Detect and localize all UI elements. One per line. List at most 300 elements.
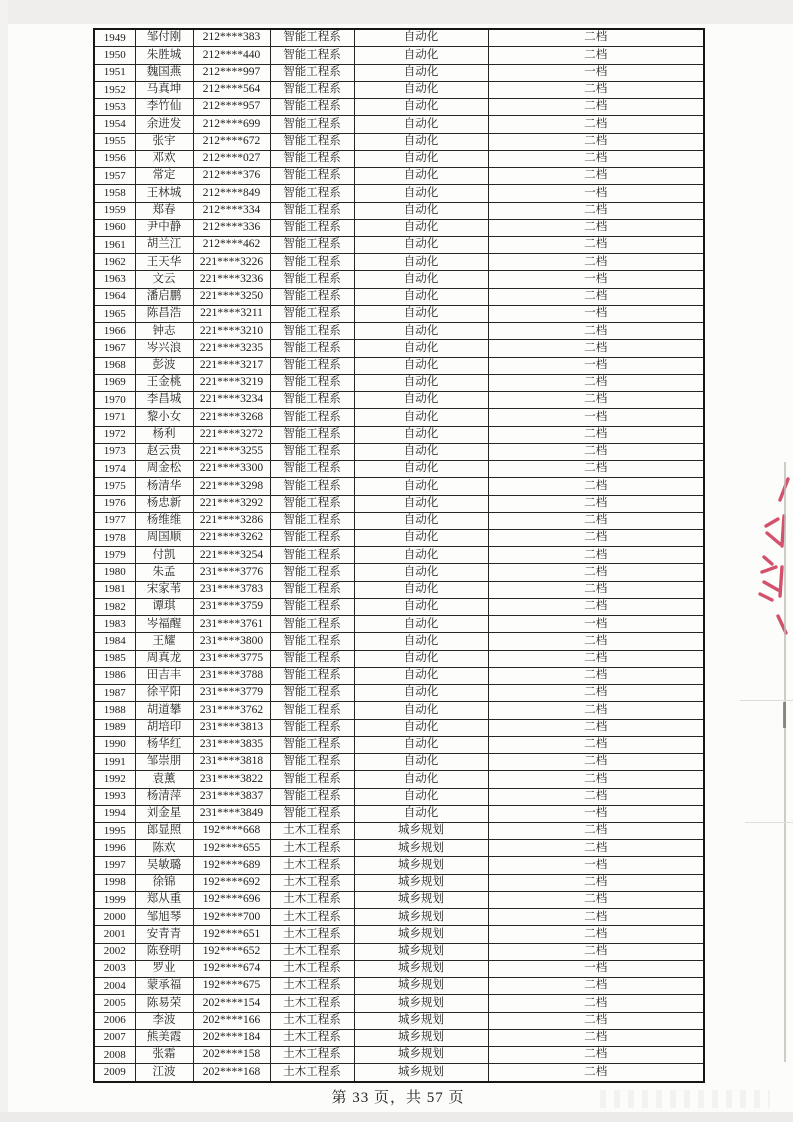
cell-tier: 二档 bbox=[488, 29, 704, 47]
cell-major: 自动化 bbox=[354, 116, 488, 133]
scan-artifact-line bbox=[740, 700, 793, 701]
cell-seq: 1968 bbox=[94, 357, 135, 374]
cell-major: 自动化 bbox=[354, 340, 488, 357]
table-row bbox=[94, 719, 704, 736]
cell-department: 智能工程系 bbox=[270, 168, 354, 185]
table-row bbox=[94, 374, 704, 391]
roster-table bbox=[93, 28, 705, 1083]
cell-major: 自动化 bbox=[354, 547, 488, 564]
cell-major: 自动化 bbox=[354, 357, 488, 374]
cell-student-id: 192****655 bbox=[193, 840, 270, 857]
table-row bbox=[94, 598, 704, 615]
table-row bbox=[94, 960, 704, 977]
cell-tier: 二档 bbox=[488, 547, 704, 564]
cell-student-id: 231****3761 bbox=[193, 616, 270, 633]
cell-department: 智能工程系 bbox=[270, 771, 354, 788]
cell-major: 自动化 bbox=[354, 443, 488, 460]
table-row bbox=[94, 874, 704, 891]
cell-seq: 1990 bbox=[94, 736, 135, 753]
cell-student-id: 192****651 bbox=[193, 926, 270, 943]
cell-student-id: 221****3210 bbox=[193, 323, 270, 340]
cell-department: 土木工程系 bbox=[270, 1029, 354, 1046]
cell-major: 城乡规划 bbox=[354, 909, 488, 926]
roster-table-body bbox=[94, 29, 704, 1082]
cell-seq: 1960 bbox=[94, 219, 135, 236]
cell-seq: 1957 bbox=[94, 168, 135, 185]
cell-department: 智能工程系 bbox=[270, 116, 354, 133]
cell-name: 潘启鹏 bbox=[135, 288, 193, 305]
cell-tier: 二档 bbox=[488, 771, 704, 788]
cell-name: 李昌城 bbox=[135, 392, 193, 409]
cell-major: 自动化 bbox=[354, 392, 488, 409]
cell-student-id: 221****3250 bbox=[193, 288, 270, 305]
cell-tier: 二档 bbox=[488, 47, 704, 64]
cell-major: 城乡规划 bbox=[354, 1047, 488, 1064]
cell-seq: 1983 bbox=[94, 616, 135, 633]
cell-seq: 1955 bbox=[94, 133, 135, 150]
cell-student-id: 231****3776 bbox=[193, 564, 270, 581]
cell-tier: 二档 bbox=[488, 926, 704, 943]
cell-seq: 1979 bbox=[94, 547, 135, 564]
cell-name: 邓欢 bbox=[135, 150, 193, 167]
cell-department: 智能工程系 bbox=[270, 788, 354, 805]
cell-major: 城乡规划 bbox=[354, 874, 488, 891]
cell-student-id: 202****166 bbox=[193, 1012, 270, 1029]
cell-department: 智能工程系 bbox=[270, 426, 354, 443]
table-row bbox=[94, 1012, 704, 1029]
scan-edge-top bbox=[0, 0, 793, 24]
cell-student-id: 231****3783 bbox=[193, 581, 270, 598]
cell-department: 智能工程系 bbox=[270, 564, 354, 581]
cell-student-id: 212****957 bbox=[193, 99, 270, 116]
cell-major: 自动化 bbox=[354, 805, 488, 822]
table-row bbox=[94, 995, 704, 1012]
cell-name: 杨清萍 bbox=[135, 788, 193, 805]
cell-tier: 二档 bbox=[488, 667, 704, 684]
cell-seq: 1986 bbox=[94, 667, 135, 684]
cell-department: 智能工程系 bbox=[270, 340, 354, 357]
cell-seq: 2007 bbox=[94, 1029, 135, 1046]
cell-seq: 2005 bbox=[94, 995, 135, 1012]
cell-name: 王耀 bbox=[135, 633, 193, 650]
cell-major: 自动化 bbox=[354, 512, 488, 529]
cell-tier: 一档 bbox=[488, 305, 704, 322]
cell-name: 邹旭琴 bbox=[135, 909, 193, 926]
cell-seq: 1949 bbox=[94, 29, 135, 47]
cell-department: 智能工程系 bbox=[270, 64, 354, 81]
cell-tier: 二档 bbox=[488, 254, 704, 271]
table-row bbox=[94, 461, 704, 478]
cell-seq: 1977 bbox=[94, 512, 135, 529]
cell-major: 城乡规划 bbox=[354, 1064, 488, 1082]
cell-student-id: 231****3775 bbox=[193, 650, 270, 667]
cell-department: 智能工程系 bbox=[270, 598, 354, 615]
table-row bbox=[94, 357, 704, 374]
cell-name: 岑福醒 bbox=[135, 616, 193, 633]
cell-name: 杨利 bbox=[135, 426, 193, 443]
cell-seq: 1994 bbox=[94, 805, 135, 822]
cell-tier: 二档 bbox=[488, 719, 704, 736]
table-row bbox=[94, 64, 704, 81]
cell-name: 郑春 bbox=[135, 202, 193, 219]
cell-name: 邹付刚 bbox=[135, 29, 193, 47]
cell-tier: 二档 bbox=[488, 495, 704, 512]
table-row bbox=[94, 564, 704, 581]
cell-name: 朱孟 bbox=[135, 564, 193, 581]
table-row bbox=[94, 909, 704, 926]
cell-major: 自动化 bbox=[354, 81, 488, 98]
cell-student-id: 231****3835 bbox=[193, 736, 270, 753]
cell-seq: 2003 bbox=[94, 960, 135, 977]
table-row bbox=[94, 754, 704, 771]
cell-tier: 二档 bbox=[488, 461, 704, 478]
table-row bbox=[94, 219, 704, 236]
cell-major: 自动化 bbox=[354, 219, 488, 236]
cell-student-id: 221****3292 bbox=[193, 495, 270, 512]
scan-artifact-line bbox=[745, 822, 793, 823]
cell-name: 陈欢 bbox=[135, 840, 193, 857]
cell-department: 智能工程系 bbox=[270, 547, 354, 564]
cell-student-id: 212****440 bbox=[193, 47, 270, 64]
table-row bbox=[94, 685, 704, 702]
table-row bbox=[94, 736, 704, 753]
red-stamp-fragment bbox=[757, 472, 793, 642]
cell-tier: 二档 bbox=[488, 874, 704, 891]
cell-name: 余进发 bbox=[135, 116, 193, 133]
cell-name: 江波 bbox=[135, 1064, 193, 1082]
cell-seq: 1953 bbox=[94, 99, 135, 116]
table-row bbox=[94, 788, 704, 805]
cell-name: 李波 bbox=[135, 1012, 193, 1029]
table-row bbox=[94, 168, 704, 185]
cell-department: 智能工程系 bbox=[270, 495, 354, 512]
cell-tier: 二档 bbox=[488, 374, 704, 391]
cell-department: 土木工程系 bbox=[270, 822, 354, 839]
scan-edge-line-dark bbox=[783, 702, 786, 728]
cell-student-id: 202****168 bbox=[193, 1064, 270, 1082]
cell-seq: 1966 bbox=[94, 323, 135, 340]
table-row bbox=[94, 805, 704, 822]
cell-department: 智能工程系 bbox=[270, 47, 354, 64]
cell-department: 智能工程系 bbox=[270, 392, 354, 409]
cell-department: 智能工程系 bbox=[270, 685, 354, 702]
cell-student-id: 221****3219 bbox=[193, 374, 270, 391]
table-row bbox=[94, 323, 704, 340]
cell-student-id: 221****3254 bbox=[193, 547, 270, 564]
scan-smudge bbox=[600, 1090, 770, 1108]
cell-major: 自动化 bbox=[354, 426, 488, 443]
cell-name: 朱胜城 bbox=[135, 47, 193, 64]
cell-department: 土木工程系 bbox=[270, 840, 354, 857]
cell-major: 自动化 bbox=[354, 564, 488, 581]
cell-student-id: 192****668 bbox=[193, 822, 270, 839]
cell-major: 自动化 bbox=[354, 29, 488, 47]
cell-student-id: 212****462 bbox=[193, 237, 270, 254]
table-row bbox=[94, 99, 704, 116]
cell-department: 智能工程系 bbox=[270, 650, 354, 667]
cell-student-id: 192****689 bbox=[193, 857, 270, 874]
page-footer: 第 33 页，共 57 页 bbox=[331, 1090, 465, 1106]
table-row bbox=[94, 340, 704, 357]
cell-major: 城乡规划 bbox=[354, 1012, 488, 1029]
cell-department: 智能工程系 bbox=[270, 99, 354, 116]
cell-major: 自动化 bbox=[354, 685, 488, 702]
cell-name: 尹中静 bbox=[135, 219, 193, 236]
cell-seq: 1962 bbox=[94, 254, 135, 271]
cell-major: 自动化 bbox=[354, 788, 488, 805]
cell-seq: 2002 bbox=[94, 943, 135, 960]
cell-major: 城乡规划 bbox=[354, 857, 488, 874]
cell-tier: 二档 bbox=[488, 529, 704, 546]
cell-name: 郑从重 bbox=[135, 891, 193, 908]
cell-tier: 一档 bbox=[488, 960, 704, 977]
table-row bbox=[94, 392, 704, 409]
cell-department: 智能工程系 bbox=[270, 478, 354, 495]
cell-seq: 1976 bbox=[94, 495, 135, 512]
cell-major: 自动化 bbox=[354, 667, 488, 684]
cell-name: 钟志 bbox=[135, 323, 193, 340]
cell-seq: 1964 bbox=[94, 288, 135, 305]
cell-seq: 1999 bbox=[94, 891, 135, 908]
cell-seq: 1965 bbox=[94, 305, 135, 322]
cell-student-id: 221****3234 bbox=[193, 392, 270, 409]
cell-name: 付凯 bbox=[135, 547, 193, 564]
cell-name: 周真龙 bbox=[135, 650, 193, 667]
cell-name: 胡道攀 bbox=[135, 702, 193, 719]
cell-tier: 二档 bbox=[488, 1029, 704, 1046]
cell-major: 自动化 bbox=[354, 495, 488, 512]
cell-seq: 1982 bbox=[94, 598, 135, 615]
cell-department: 智能工程系 bbox=[270, 305, 354, 322]
cell-tier: 二档 bbox=[488, 788, 704, 805]
cell-name: 陈易荣 bbox=[135, 995, 193, 1012]
cell-name: 王天华 bbox=[135, 254, 193, 271]
table-row bbox=[94, 254, 704, 271]
table-row bbox=[94, 1064, 704, 1082]
cell-major: 城乡规划 bbox=[354, 1029, 488, 1046]
cell-tier: 二档 bbox=[488, 478, 704, 495]
cell-seq: 1989 bbox=[94, 719, 135, 736]
cell-seq: 1951 bbox=[94, 64, 135, 81]
cell-name: 杨华红 bbox=[135, 736, 193, 753]
cell-major: 城乡规划 bbox=[354, 995, 488, 1012]
cell-student-id: 231****3818 bbox=[193, 754, 270, 771]
table-row bbox=[94, 237, 704, 254]
cell-seq: 2006 bbox=[94, 1012, 135, 1029]
cell-student-id: 202****154 bbox=[193, 995, 270, 1012]
cell-tier: 二档 bbox=[488, 581, 704, 598]
cell-major: 自动化 bbox=[354, 133, 488, 150]
table-row bbox=[94, 150, 704, 167]
cell-major: 自动化 bbox=[354, 185, 488, 202]
cell-major: 自动化 bbox=[354, 633, 488, 650]
cell-major: 自动化 bbox=[354, 64, 488, 81]
cell-tier: 二档 bbox=[488, 598, 704, 615]
cell-seq: 2001 bbox=[94, 926, 135, 943]
cell-major: 城乡规划 bbox=[354, 840, 488, 857]
cell-student-id: 231****3822 bbox=[193, 771, 270, 788]
cell-seq: 1958 bbox=[94, 185, 135, 202]
cell-student-id: 192****700 bbox=[193, 909, 270, 926]
cell-student-id: 231****3759 bbox=[193, 598, 270, 615]
cell-department: 智能工程系 bbox=[270, 702, 354, 719]
cell-student-id: 221****3236 bbox=[193, 271, 270, 288]
cell-name: 蒙承福 bbox=[135, 978, 193, 995]
table-row bbox=[94, 81, 704, 98]
cell-name: 刘金星 bbox=[135, 805, 193, 822]
table-row bbox=[94, 771, 704, 788]
table-row bbox=[94, 633, 704, 650]
cell-department: 土木工程系 bbox=[270, 909, 354, 926]
cell-seq: 1991 bbox=[94, 754, 135, 771]
cell-department: 智能工程系 bbox=[270, 409, 354, 426]
cell-tier: 一档 bbox=[488, 271, 704, 288]
cell-student-id: 221****3286 bbox=[193, 512, 270, 529]
cell-major: 自动化 bbox=[354, 771, 488, 788]
cell-department: 智能工程系 bbox=[270, 616, 354, 633]
cell-student-id: 212****849 bbox=[193, 185, 270, 202]
cell-seq: 1950 bbox=[94, 47, 135, 64]
cell-major: 自动化 bbox=[354, 202, 488, 219]
cell-seq: 1967 bbox=[94, 340, 135, 357]
scan-edge-bottom bbox=[0, 1112, 793, 1122]
table-row bbox=[94, 840, 704, 857]
cell-department: 土木工程系 bbox=[270, 926, 354, 943]
cell-student-id: 231****3788 bbox=[193, 667, 270, 684]
cell-student-id: 212****564 bbox=[193, 81, 270, 98]
cell-student-id: 212****334 bbox=[193, 202, 270, 219]
cell-tier: 二档 bbox=[488, 512, 704, 529]
cell-name: 袁薰 bbox=[135, 771, 193, 788]
table-row bbox=[94, 857, 704, 874]
cell-major: 自动化 bbox=[354, 478, 488, 495]
cell-name: 谭琪 bbox=[135, 598, 193, 615]
cell-student-id: 231****3837 bbox=[193, 788, 270, 805]
cell-name: 魏国燕 bbox=[135, 64, 193, 81]
cell-department: 土木工程系 bbox=[270, 960, 354, 977]
cell-tier: 二档 bbox=[488, 891, 704, 908]
table-row bbox=[94, 926, 704, 943]
cell-student-id: 202****158 bbox=[193, 1047, 270, 1064]
cell-tier: 二档 bbox=[488, 150, 704, 167]
cell-student-id: 192****696 bbox=[193, 891, 270, 908]
cell-name: 杨忠新 bbox=[135, 495, 193, 512]
cell-tier: 二档 bbox=[488, 426, 704, 443]
cell-name: 陈登明 bbox=[135, 943, 193, 960]
cell-seq: 1984 bbox=[94, 633, 135, 650]
cell-major: 自动化 bbox=[354, 99, 488, 116]
table-row bbox=[94, 891, 704, 908]
table-row bbox=[94, 495, 704, 512]
cell-student-id: 231****3813 bbox=[193, 719, 270, 736]
cell-department: 智能工程系 bbox=[270, 29, 354, 47]
cell-major: 自动化 bbox=[354, 650, 488, 667]
cell-seq: 1996 bbox=[94, 840, 135, 857]
cell-major: 自动化 bbox=[354, 736, 488, 753]
cell-department: 土木工程系 bbox=[270, 874, 354, 891]
cell-seq: 1974 bbox=[94, 461, 135, 478]
cell-name: 罗业 bbox=[135, 960, 193, 977]
cell-department: 智能工程系 bbox=[270, 667, 354, 684]
cell-department: 智能工程系 bbox=[270, 219, 354, 236]
cell-tier: 二档 bbox=[488, 340, 704, 357]
cell-tier: 二档 bbox=[488, 978, 704, 995]
cell-seq: 1985 bbox=[94, 650, 135, 667]
cell-department: 土木工程系 bbox=[270, 857, 354, 874]
cell-student-id: 192****652 bbox=[193, 943, 270, 960]
cell-name: 宋家苇 bbox=[135, 581, 193, 598]
cell-seq: 1992 bbox=[94, 771, 135, 788]
cell-seq: 1981 bbox=[94, 581, 135, 598]
cell-major: 城乡规划 bbox=[354, 943, 488, 960]
cell-name: 邹崇朋 bbox=[135, 754, 193, 771]
cell-seq: 1956 bbox=[94, 150, 135, 167]
cell-department: 智能工程系 bbox=[270, 736, 354, 753]
cell-tier: 二档 bbox=[488, 702, 704, 719]
cell-major: 自动化 bbox=[354, 461, 488, 478]
cell-major: 城乡规划 bbox=[354, 822, 488, 839]
cell-major: 城乡规划 bbox=[354, 891, 488, 908]
table-row bbox=[94, 1047, 704, 1064]
cell-tier: 二档 bbox=[488, 219, 704, 236]
cell-student-id: 221****3268 bbox=[193, 409, 270, 426]
table-row bbox=[94, 1029, 704, 1046]
cell-department: 智能工程系 bbox=[270, 133, 354, 150]
cell-name: 杨维维 bbox=[135, 512, 193, 529]
cell-name: 胡培印 bbox=[135, 719, 193, 736]
cell-student-id: 221****3211 bbox=[193, 305, 270, 322]
table-row bbox=[94, 133, 704, 150]
scan-edge-line bbox=[784, 462, 786, 1062]
cell-tier: 二档 bbox=[488, 909, 704, 926]
cell-name: 安青青 bbox=[135, 926, 193, 943]
cell-tier: 一档 bbox=[488, 357, 704, 374]
table-row bbox=[94, 529, 704, 546]
cell-department: 智能工程系 bbox=[270, 81, 354, 98]
table-row bbox=[94, 650, 704, 667]
cell-tier: 二档 bbox=[488, 840, 704, 857]
cell-major: 自动化 bbox=[354, 581, 488, 598]
cell-department: 土木工程系 bbox=[270, 943, 354, 960]
cell-tier: 二档 bbox=[488, 650, 704, 667]
cell-seq: 1988 bbox=[94, 702, 135, 719]
cell-student-id: 212****997 bbox=[193, 64, 270, 81]
cell-student-id: 212****383 bbox=[193, 29, 270, 47]
cell-tier: 二档 bbox=[488, 754, 704, 771]
table-row bbox=[94, 271, 704, 288]
cell-seq: 2008 bbox=[94, 1047, 135, 1064]
table-row bbox=[94, 581, 704, 598]
cell-department: 土木工程系 bbox=[270, 995, 354, 1012]
cell-seq: 1963 bbox=[94, 271, 135, 288]
cell-tier: 二档 bbox=[488, 133, 704, 150]
cell-tier: 二档 bbox=[488, 237, 704, 254]
cell-student-id: 221****3235 bbox=[193, 340, 270, 357]
cell-department: 智能工程系 bbox=[270, 288, 354, 305]
cell-name: 文云 bbox=[135, 271, 193, 288]
cell-department: 土木工程系 bbox=[270, 1064, 354, 1082]
cell-tier: 二档 bbox=[488, 1012, 704, 1029]
table-row bbox=[94, 943, 704, 960]
cell-tier: 二档 bbox=[488, 633, 704, 650]
table-row bbox=[94, 978, 704, 995]
cell-name: 李竹仙 bbox=[135, 99, 193, 116]
cell-student-id: 231****3779 bbox=[193, 685, 270, 702]
table-row bbox=[94, 426, 704, 443]
cell-department: 智能工程系 bbox=[270, 633, 354, 650]
cell-department: 智能工程系 bbox=[270, 581, 354, 598]
cell-name: 徐锦 bbox=[135, 874, 193, 891]
